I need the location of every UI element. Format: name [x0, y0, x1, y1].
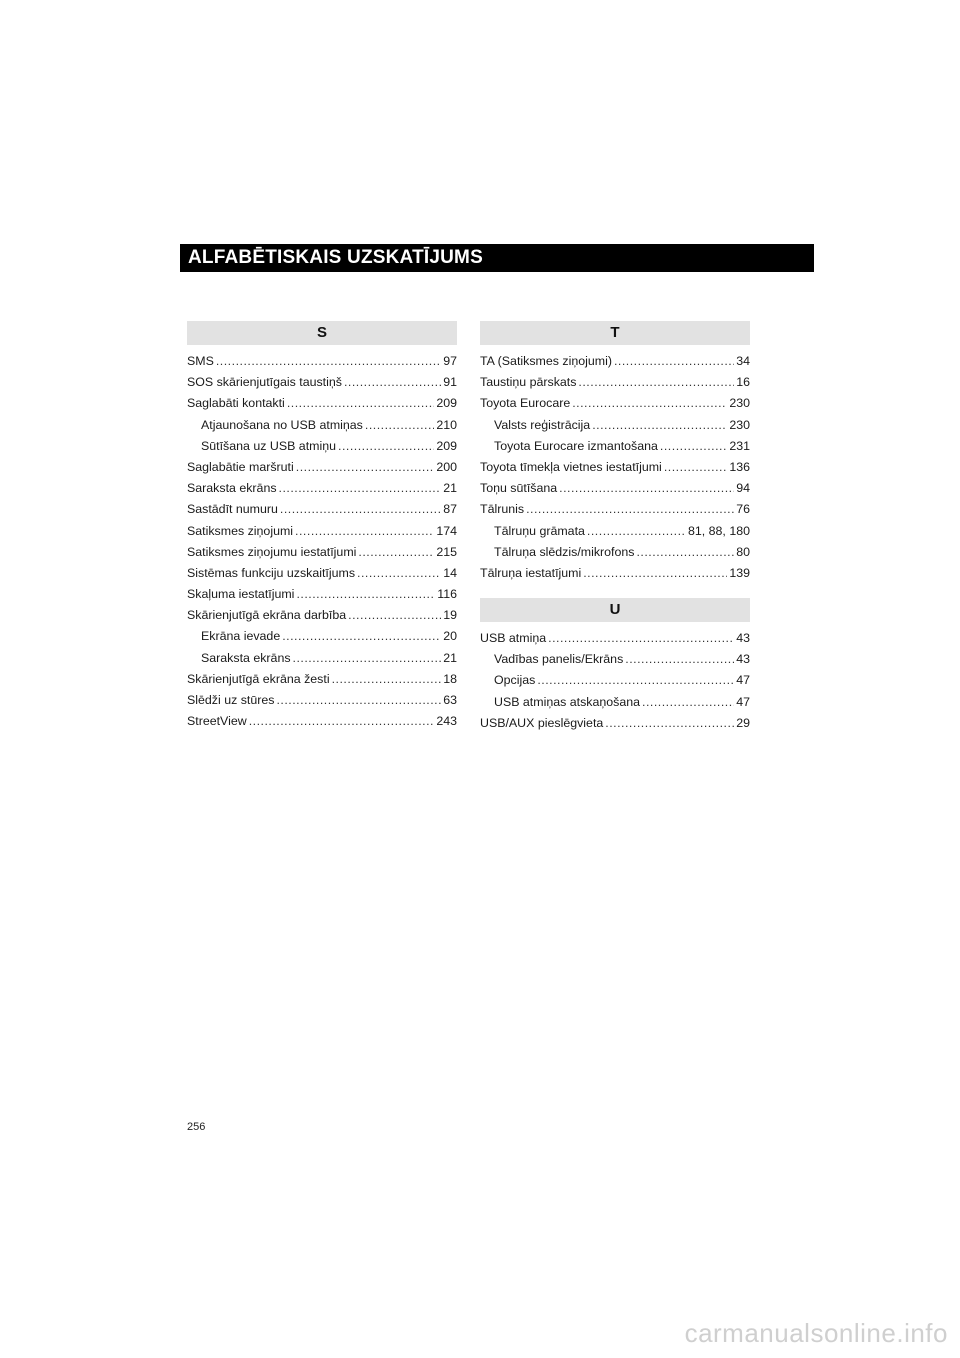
entry-page-number: 14: [443, 565, 457, 580]
entry-page-number: 231: [729, 438, 750, 453]
entry-label: Tālruņa slēdzis/mikrofons: [494, 544, 635, 559]
dot-leader: [348, 605, 441, 626]
dot-leader: [357, 563, 441, 584]
index-list-t: [480, 351, 750, 584]
entry-label: Saglabātie maršruti: [187, 459, 294, 474]
index-entry: [187, 521, 457, 542]
index-subentry: [480, 542, 750, 563]
entry-page-number: 215: [436, 544, 457, 559]
index-entry: [187, 584, 457, 605]
dot-leader: [216, 351, 441, 372]
letter-heading-u: U: [480, 598, 750, 622]
entry-page-number: 76: [736, 502, 750, 517]
index-entry: [187, 542, 457, 563]
index-entry: [480, 499, 750, 520]
entry-label: Tālrunis: [480, 502, 525, 517]
entry-page-number: 43: [736, 652, 750, 667]
dot-leader: [578, 372, 734, 393]
dot-leader: [548, 628, 734, 649]
dot-leader: [358, 542, 434, 563]
entry-page-number: 174: [436, 523, 457, 538]
index-entry: [187, 457, 457, 478]
dot-leader: [526, 499, 734, 520]
entry-label: Skaļuma iestatījumi: [187, 587, 295, 602]
dot-leader: [664, 457, 728, 478]
entry-page-number: 29: [736, 715, 750, 730]
index-entry: [187, 393, 457, 414]
dot-leader: [344, 372, 441, 393]
index-entry: [187, 605, 457, 626]
dot-leader: [287, 393, 435, 414]
entry-page-number: 230: [729, 417, 750, 432]
entry-page-number: 87: [443, 502, 457, 517]
index-entry: [480, 372, 750, 393]
dot-leader: [625, 649, 734, 670]
entry-page-number: 91: [443, 375, 457, 390]
index-entry: [187, 372, 457, 393]
entry-page-number: 200: [436, 459, 457, 474]
dot-leader: [296, 584, 435, 605]
entry-label: Sastādīt numuru: [187, 502, 278, 517]
entry-page-number: 19: [443, 608, 457, 623]
page-title: ALFABĒTISKAIS UZSKATĪJUMS: [188, 247, 483, 268]
index-subentry: [480, 521, 750, 542]
entry-label: USB atmiņa: [480, 631, 547, 646]
entry-label: SMS: [187, 354, 214, 368]
entry-label: Atjaunošana no USB atmiņas: [201, 417, 363, 432]
index-entry: [480, 457, 750, 478]
dot-leader: [280, 499, 441, 520]
dot-leader: [332, 669, 442, 690]
entry-page-number: 63: [443, 693, 457, 707]
entry-label: Tālruņu grāmata: [494, 523, 585, 538]
entry-page-number: 81, 88, 180: [687, 523, 750, 538]
entry-page-number: 20: [443, 629, 457, 644]
entry-label: Sūtīšana uz USB atmiņu: [201, 438, 336, 453]
index-subentry: [187, 436, 457, 457]
entry-label: USB atmiņas atskaņošana: [494, 694, 641, 709]
entry-label: Valsts reģistrācija: [494, 417, 591, 432]
entry-page-number: 18: [443, 671, 457, 686]
dot-leader: [282, 626, 441, 647]
index-subentry: [187, 626, 457, 647]
entry-label: TA (Satiksmes ziņojumi): [480, 354, 612, 368]
entry-label: Saraksta ekrāns: [187, 481, 277, 496]
index-entry: [480, 393, 750, 414]
section-title-bar: [180, 244, 814, 272]
entry-label: SOS skārienjutīgais taustiņš: [187, 375, 342, 390]
index-subentry: [480, 692, 750, 713]
dot-leader: [279, 478, 442, 499]
index-entry: [480, 713, 750, 734]
dot-leader: [583, 563, 727, 584]
dot-leader: [276, 690, 441, 711]
index-subentry: [480, 649, 750, 670]
dot-leader: [537, 670, 734, 691]
entry-label: Toyota Eurocare izmantošana: [494, 438, 658, 453]
dot-leader: [660, 436, 727, 457]
index-subentry: [187, 648, 457, 669]
dot-leader: [293, 648, 442, 669]
entry-label: Tālruņa iestatījumi: [480, 565, 582, 580]
entry-label: Sistēmas funkciju uzskaitījums: [187, 565, 356, 580]
entry-page-number: 43: [736, 631, 750, 646]
entry-page-number: 21: [443, 650, 457, 665]
dot-leader: [249, 711, 435, 732]
index-entry: [187, 351, 457, 372]
index-list-u: [480, 628, 750, 734]
entry-label: Toyota Eurocare: [480, 396, 571, 411]
entry-page-number: 47: [736, 673, 750, 688]
dot-leader: [636, 542, 734, 563]
entry-label: Skārienjutīgā ekrāna darbība: [187, 608, 347, 623]
entry-label: Ekrāna ievade: [201, 629, 281, 644]
entry-page-number: 209: [436, 396, 457, 411]
entry-page-number: 47: [736, 694, 750, 709]
entry-page-number: 243: [436, 714, 457, 729]
entry-label: Taustiņu pārskats: [480, 375, 577, 390]
entry-page-number: 21: [443, 481, 457, 496]
index-entry: [187, 478, 457, 499]
watermark-text: carmanualsonline.info: [684, 1318, 948, 1348]
entry-label: Satiksmes ziņojumu iestatījumi: [187, 544, 357, 559]
entry-page-number: 116: [437, 587, 457, 602]
index-entry: [187, 499, 457, 520]
index-entry: [480, 563, 750, 584]
entry-page-number: 209: [436, 438, 457, 453]
entry-label: Satiksmes ziņojumi: [187, 523, 294, 538]
entry-label: Saraksta ekrāns: [201, 650, 291, 665]
entry-label: Opcijas: [494, 673, 536, 688]
index-list-s: [187, 351, 457, 732]
page-number: 256: [187, 1121, 206, 1133]
entry-page-number: 97: [443, 354, 457, 368]
section-gap: [480, 584, 750, 598]
entry-label: Slēdži uz stūres: [187, 693, 275, 707]
index-column-left: [187, 321, 457, 732]
dot-leader: [338, 436, 434, 457]
index-entry: [187, 563, 457, 584]
entry-label: StreetView: [187, 714, 247, 729]
index-entry: [480, 478, 750, 499]
entry-label: Vadības panelis/Ekrāns: [494, 652, 624, 667]
entry-page-number: 94: [736, 481, 750, 496]
entry-label: Saglabāti kontakti: [187, 396, 285, 411]
entry-page-number: 230: [729, 396, 750, 411]
entry-label: Toņu sūtīšana: [480, 481, 558, 496]
dot-leader: [592, 415, 727, 436]
index-entry: [480, 628, 750, 649]
entry-label: Skārienjutīgā ekrāna žesti: [187, 671, 330, 686]
index-subentry: [480, 415, 750, 436]
dot-leader: [572, 393, 727, 414]
entry-page-number: 136: [729, 459, 750, 474]
entry-label: Toyota tīmekļa vietnes iestatījumi: [480, 459, 662, 474]
entry-page-number: 16: [736, 375, 750, 390]
entry-page-number: 210: [436, 417, 457, 432]
dot-leader: [365, 415, 434, 436]
dot-leader: [587, 521, 686, 542]
letter-heading-s: S: [187, 321, 457, 345]
dot-leader: [642, 692, 734, 713]
index-entry: [187, 669, 457, 690]
letter-heading-t: T: [480, 321, 750, 345]
index-subentry: [480, 670, 750, 691]
index-entry: [187, 690, 457, 711]
index-column-right: [480, 321, 750, 734]
entry-label: USB/AUX pieslēgvieta: [480, 715, 604, 730]
index-subentry: [480, 436, 750, 457]
entry-page-number: 139: [729, 565, 750, 580]
entry-page-number: 34: [736, 354, 750, 368]
dot-leader: [296, 457, 435, 478]
dot-leader: [295, 521, 434, 542]
dot-leader: [605, 713, 734, 734]
dot-leader: [614, 351, 734, 372]
index-entry: [187, 711, 457, 732]
index-subentry: [187, 415, 457, 436]
dot-leader: [559, 478, 734, 499]
index-entry: [480, 351, 750, 372]
entry-page-number: 80: [736, 544, 750, 559]
